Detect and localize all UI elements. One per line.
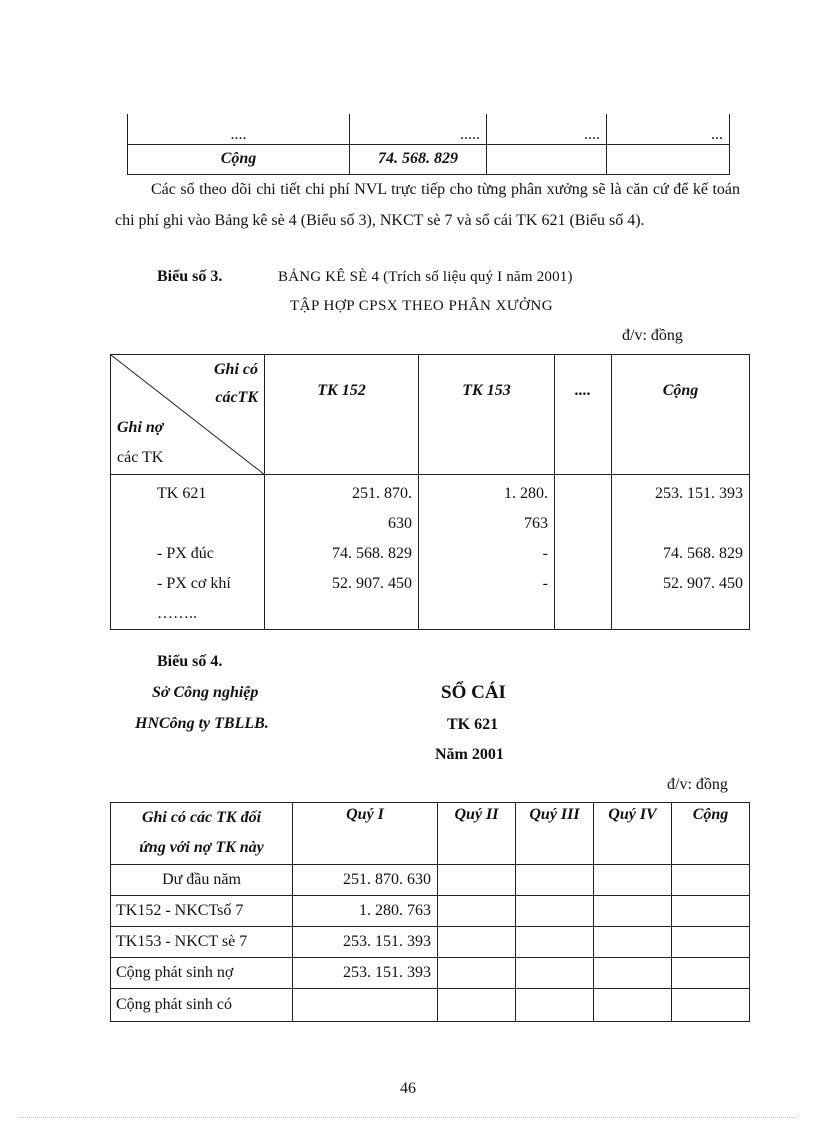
top-table <box>127 114 730 175</box>
col-header-other: .... <box>555 355 612 475</box>
value: 1. 280. <box>504 485 548 502</box>
col-header-account <box>111 803 293 865</box>
table-cell <box>672 896 750 927</box>
corner-credit-label: Ghi có <box>214 361 258 378</box>
table-cell <box>516 865 594 896</box>
total-value: 74. 568. 829 <box>350 144 487 174</box>
col-header-q4: Quý IV <box>594 803 672 865</box>
corner-credit-label-2: cácTK <box>215 389 258 406</box>
row-label-tk621: TK 621 <box>157 485 207 502</box>
bang-ke-table <box>110 354 750 630</box>
table-cell <box>672 865 750 896</box>
value: 74. 568. 829 <box>663 545 743 562</box>
table-row <box>128 144 730 174</box>
table-cell <box>672 927 750 958</box>
bieu3-subtitle: TẬP HỢP CPSX THEO PHÂN XƯỞNG <box>290 298 554 314</box>
bieu3-unit: đ/v: đồng <box>622 327 683 344</box>
table-cell <box>438 958 516 989</box>
page-number: 46 <box>400 1080 416 1097</box>
value: 52. 907. 450 <box>663 575 743 592</box>
table-cell <box>438 896 516 927</box>
row-q1-value: 251. 870. 630 <box>293 865 438 896</box>
value: 763 <box>524 515 548 532</box>
header-line: ứng với nợ TK này <box>139 839 264 856</box>
table-cell: .... <box>128 114 350 144</box>
col-header-total: Cộng <box>672 803 750 865</box>
table-row <box>111 896 750 927</box>
table-cell <box>516 927 594 958</box>
row-label: Cộng phát sinh nợ <box>111 958 293 989</box>
value: 52. 907. 450 <box>332 575 412 592</box>
table-cell <box>516 989 594 1022</box>
table-cell <box>438 927 516 958</box>
corner-debit-label: Ghi nợ <box>117 419 164 436</box>
bieu3-label: Biểu số 3. <box>157 268 223 285</box>
tk152-values-cell <box>265 475 419 630</box>
table-row <box>111 989 750 1022</box>
body-paragraph: Các sổ theo dõi chi tiết chi phí NVL trực tiếp cho từng phân xưởng sẽ là căn cứ để kế toán chi phí ghi vào Bảng kê sè 4 (Biểu số 3), NKCT sè 7 và sổ cái TK 621 (Biểu số 4). <box>115 181 740 229</box>
row-q1-value: 253. 151. 393 <box>293 927 438 958</box>
row-label: TK153 - NKCT sè 7 <box>111 927 293 958</box>
row-label-px-duc: - PX đúc <box>157 545 214 562</box>
value: 253. 151. 393 <box>655 485 743 502</box>
table-cell: .... <box>487 114 607 144</box>
row-label: TK152 - NKCTsố 7 <box>111 896 293 927</box>
table-cell <box>594 896 672 927</box>
bieu4-label: Biểu số 4. <box>157 653 223 670</box>
table-cell <box>438 989 516 1022</box>
table-row <box>111 958 750 989</box>
header-line: Ghi có các TK đối <box>141 809 262 826</box>
table-cell <box>672 958 750 989</box>
row-label-more: …….. <box>157 605 197 622</box>
col-header-q1: Quý I <box>293 803 438 865</box>
col-header-tk153: TK 153 <box>419 355 555 475</box>
total-label: Cộng <box>128 144 350 174</box>
org-name-1: Sở Công nghiệp <box>152 684 259 701</box>
ledger-title: SỔ CÁI <box>441 682 506 703</box>
col-header-q3: Quý III <box>516 803 594 865</box>
bieu3-title: BẢNG KÊ SÈ 4 (Trích số liệu quý I năm 2001) <box>278 269 573 285</box>
table-cell <box>607 144 730 174</box>
ledger-account: TK 621 <box>447 716 499 733</box>
table-body-row <box>111 475 750 630</box>
table-cell <box>594 958 672 989</box>
col-header-q2: Quý II <box>438 803 516 865</box>
value: 251. 870. <box>352 485 412 502</box>
table-cell <box>594 989 672 1022</box>
col-header-total: Cộng <box>612 355 750 475</box>
corner-header-cell <box>111 355 265 475</box>
table-header-row <box>111 355 750 475</box>
total-values-cell <box>612 475 750 630</box>
row-label: Dư đầu năm <box>111 865 293 896</box>
org-name-2: HNCông ty TBLLB. <box>135 715 269 732</box>
ledger-year: Năm 2001 <box>435 746 504 763</box>
value: - <box>542 575 548 592</box>
table-cell: ..... <box>350 114 487 144</box>
value: 630 <box>388 515 412 532</box>
table-row <box>128 114 730 144</box>
table-cell <box>438 865 516 896</box>
so-cai-table <box>110 802 750 1022</box>
row-label-px-cokhi: - PX cơ khí <box>157 575 231 592</box>
table-cell <box>516 958 594 989</box>
corner-debit-label-2: các TK <box>117 449 164 466</box>
value: 74. 568. 829 <box>332 545 412 562</box>
table-cell <box>594 927 672 958</box>
table-row <box>111 927 750 958</box>
row-label: Cộng phát sinh có <box>111 989 293 1022</box>
row-label-blank <box>111 509 264 539</box>
table-cell <box>672 989 750 1022</box>
table-header-row <box>111 803 750 865</box>
row-labels-cell <box>111 475 265 630</box>
value <box>618 509 743 539</box>
row-q1-value: 1. 280. 763 <box>293 896 438 927</box>
table-cell <box>594 865 672 896</box>
table-cell: ... <box>607 114 730 144</box>
page-bottom-divider <box>20 1117 796 1118</box>
table-cell <box>516 896 594 927</box>
row-q1-value <box>293 989 438 1022</box>
value: - <box>542 545 548 562</box>
table-row <box>111 865 750 896</box>
tk153-values-cell <box>419 475 555 630</box>
row-q1-value: 253. 151. 393 <box>293 958 438 989</box>
other-values-cell <box>555 475 612 630</box>
col-header-tk152: TK 152 <box>265 355 419 475</box>
bieu4-unit: đ/v: đồng <box>667 776 728 793</box>
table-cell <box>487 144 607 174</box>
